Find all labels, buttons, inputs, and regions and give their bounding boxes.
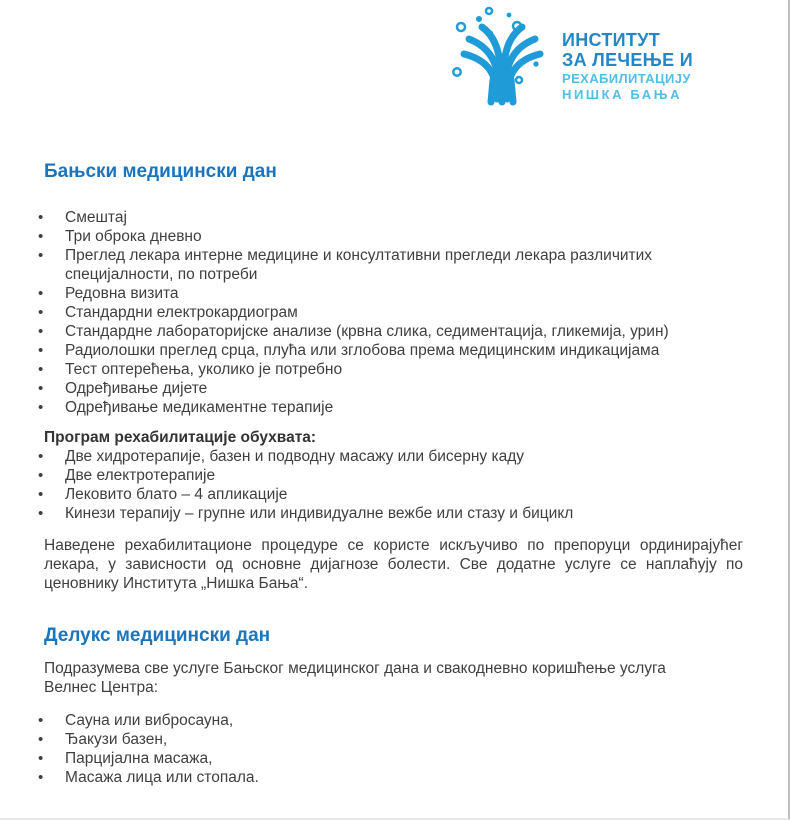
list-item: • Лековито блато – 4 апликације [38,485,743,504]
list-item: • Ђакузи базен, [38,730,743,749]
list-item: • Стандардни електрокардиограм [38,303,743,322]
logo-line-za-lecenje: ЗА ЛЕЧЕЊЕ И [562,50,693,70]
list-item: • Одређивање дијете [38,379,743,398]
list-item: • Две електротерапије [38,466,743,485]
list-item: • Стандардне лабораторијске анализе (крвна слика, седиментација, гликемија, урин) [38,322,743,341]
list-item: • Масажа лица или стопала. [38,768,743,787]
rehab-program-list [38,447,743,523]
deluxe-intro-paragraph: Подразумева све услуге Бањског медицинског дана и свакодневно коришћење услуга Велнес Центра: [44,660,666,696]
logo-line-institut: ИНСТИТУТ [562,30,661,50]
list-item: • Тест оптерећења, уколико је потребно [38,360,743,379]
document-content [0,161,788,787]
logo-line-niska-banja: НИШКА БАЊА [562,87,683,102]
logo-wordmark [562,6,693,103]
list-item: • Три оброка дневно [38,227,743,246]
list-item: • Смештај [38,208,743,227]
list-item: • Одређивање медикаментне терапије [38,398,743,417]
list-item: • Редовна визита [38,284,743,303]
rehab-program-subheading: Програм рехабилитације обухвата: [44,429,317,446]
list-item: • Сауна или вибросауна, [38,711,743,730]
institute-logo [452,6,693,106]
logo-line-rehabilitaciju: РЕХАБИЛИТАЦИЈУ [562,71,691,86]
list-item: • Радиолошки преглед срца, плућа или зглобова према медицинским индикацијама [38,341,743,360]
list-item: • Преглед лекара интерне медицине и консултативни прегледи лекара различитих специјалности, по потреби [38,246,743,284]
wellness-services-list [38,711,743,787]
rehab-procedures-note: Наведене рехабилитационе процедуре се користе искључиво по препоруци ординирајућег лекара, у зависности од основне дијагнозе болести. Све додатне услуге се наплаћују по ценовнику Института „Нишка Бања“. [44,537,743,592]
section-title-deluks-medicinski-dan: Делукс медицински дан [44,625,271,646]
tree-fountain-bubbles-icon [452,6,552,106]
spa-day-services-list [38,208,743,417]
list-item: • Две хидротерапије, базен и подводну масажу или бисерну каду [38,447,743,466]
section-title-banjski-medicinski-dan: Бањски медицински дан [44,161,277,182]
list-item: • Парцијална масажа, [38,749,743,768]
list-item: • Кинези терапију – групне или индивидуалне вежбе или стазу и бицикл [38,504,743,523]
